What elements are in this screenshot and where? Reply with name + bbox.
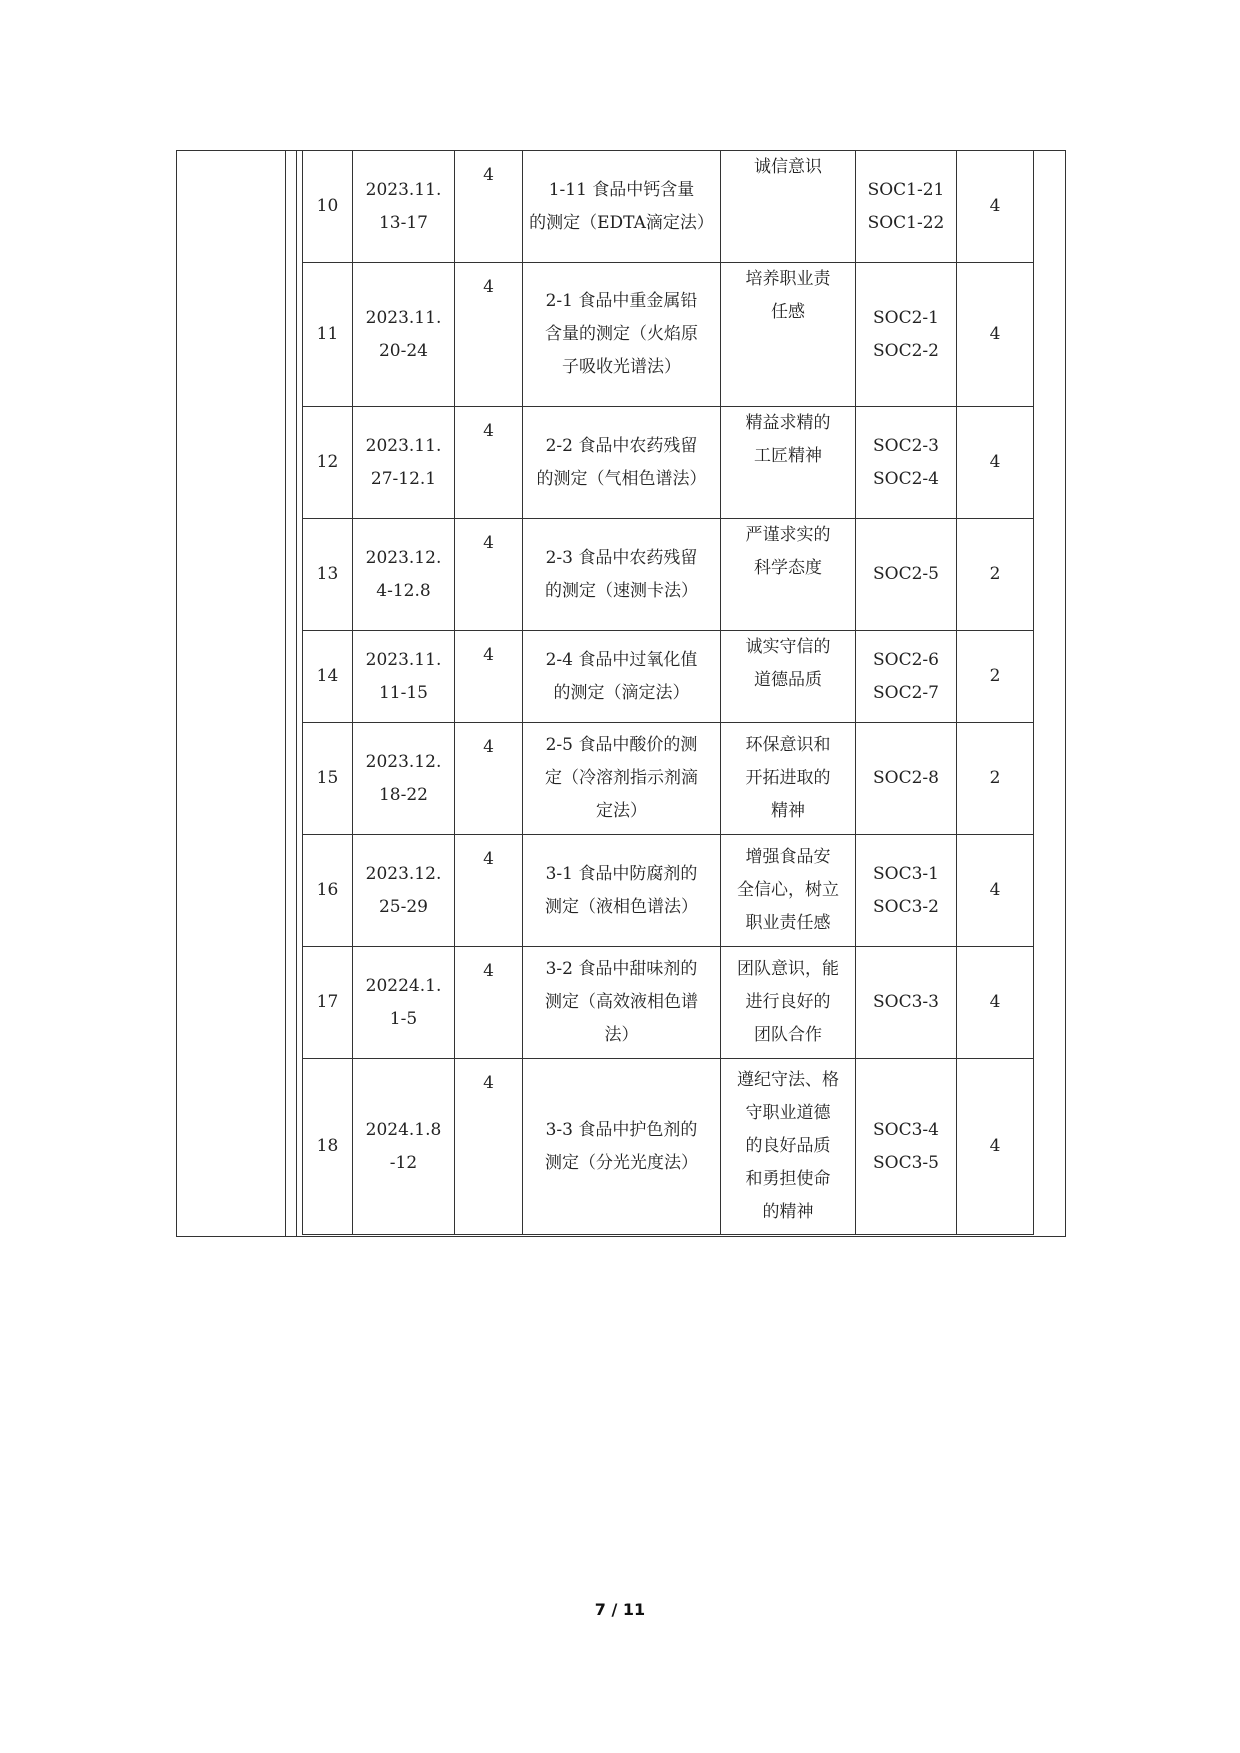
date-cell-line: -12 — [389, 1152, 418, 1173]
credit-cell: 4 — [957, 947, 1034, 1059]
values-cell-line: 培养职业责 — [745, 269, 831, 289]
table-row — [303, 1059, 1034, 1235]
hours-cell: 4 — [455, 1059, 523, 1235]
values-cell — [721, 1059, 856, 1235]
hours-cell: 4 — [455, 723, 523, 835]
objectives-cell — [856, 947, 957, 1059]
values-cell-line: 的精神 — [762, 1202, 814, 1222]
objectives-cell-line: SOC1-21 — [867, 179, 945, 200]
project-cell-line: 定（冷溶剂指示剂滴 — [545, 768, 698, 788]
project-cell-line: 的测定（气相色谱法） — [536, 468, 707, 489]
objectives-cell-line: SOC3-4 — [873, 1119, 939, 1140]
table-row — [303, 631, 1034, 723]
project-cell-line: 1-11 食品中钙含量 — [548, 179, 695, 200]
objectives-cell — [856, 723, 957, 835]
hours-cell: 4 — [455, 835, 523, 947]
outer-right-border — [1065, 150, 1066, 1236]
project-cell-line: 2-5 食品中酸价的测 — [545, 735, 698, 755]
project-cell-line: 2-3 食品中农药残留 — [545, 547, 698, 568]
project-cell-line: 2-2 食品中农药残留 — [545, 435, 698, 456]
hours-cell: 4 — [455, 407, 523, 519]
values-cell-line: 遵纪守法、格 — [737, 1070, 839, 1090]
values-cell-line: 任感 — [771, 302, 805, 322]
date-cell — [353, 947, 455, 1059]
values-cell — [721, 519, 856, 631]
date-cell — [353, 835, 455, 947]
objectives-cell-line: SOC2-3 — [873, 435, 939, 456]
project-cell-line: 3-3 食品中护色剂的 — [545, 1119, 698, 1140]
objectives-cell — [856, 631, 957, 723]
date-cell-line: 2023.11. — [365, 179, 442, 200]
project-cell-line: 的测定（EDTA滴定法） — [529, 212, 714, 233]
week-cell: 12 — [303, 407, 353, 519]
week-cell: 17 — [303, 947, 353, 1059]
table-row — [303, 263, 1034, 407]
credit-cell: 4 — [957, 263, 1034, 407]
values-cell-line: 守职业道德 — [745, 1103, 831, 1123]
outer-bottom-border — [176, 1236, 1066, 1237]
week-cell: 11 — [303, 263, 353, 407]
values-cell — [721, 947, 856, 1059]
project-cell-line: 子吸收光谱法） — [562, 357, 681, 377]
table-row — [303, 151, 1034, 263]
values-cell-line: 诚信意识 — [754, 157, 822, 177]
credit-cell: 4 — [957, 1059, 1034, 1235]
inner-left-border — [296, 150, 297, 1236]
hours-cell: 4 — [455, 947, 523, 1059]
values-cell-line: 工匠精神 — [754, 446, 822, 466]
values-cell-line: 精益求精的 — [745, 413, 831, 433]
objectives-cell — [856, 1059, 957, 1235]
values-cell-line: 团队合作 — [754, 1025, 822, 1045]
project-cell — [523, 835, 721, 947]
table-row — [303, 519, 1034, 631]
values-cell — [721, 151, 856, 263]
project-cell-line: 的测定（速测卡法） — [545, 580, 698, 601]
date-cell-line: 18-22 — [378, 784, 428, 805]
values-cell — [721, 723, 856, 835]
project-cell — [523, 151, 721, 263]
project-cell-line: 法） — [604, 1025, 639, 1045]
credit-cell: 2 — [957, 723, 1034, 835]
objectives-cell-line: SOC2-6 — [873, 649, 939, 670]
date-cell — [353, 723, 455, 835]
project-cell-line: 2-4 食品中过氧化值 — [545, 649, 698, 670]
objectives-cell-line: SOC3-2 — [873, 896, 939, 917]
credit-cell: 4 — [957, 151, 1034, 263]
project-cell-line: 定法） — [596, 801, 647, 821]
date-cell-line: 4-12.8 — [376, 580, 431, 601]
values-cell-line: 环保意识和 — [745, 735, 831, 755]
project-cell — [523, 263, 721, 407]
date-cell-line: 27-12.1 — [370, 468, 437, 489]
values-cell-line: 开拓进取的 — [745, 768, 831, 788]
objectives-cell-line: SOC1-22 — [867, 212, 945, 233]
values-cell-line: 增强食品安 — [745, 847, 831, 867]
project-cell — [523, 723, 721, 835]
values-cell-line: 全信心，树立 — [737, 880, 839, 900]
objectives-cell — [856, 263, 957, 407]
project-cell-line: 3-2 食品中甜味剂的 — [545, 959, 698, 979]
date-cell-line: 25-29 — [378, 896, 428, 917]
date-cell-line: 2023.12. — [365, 547, 442, 568]
values-cell-line: 团队意识，能 — [737, 959, 839, 979]
schedule-table — [302, 150, 1034, 1235]
date-cell-line: 2023.12. — [365, 863, 442, 884]
values-cell-line: 的良好品质 — [745, 1136, 831, 1156]
objectives-cell-line: SOC2-2 — [873, 340, 939, 361]
objectives-cell — [856, 519, 957, 631]
credit-cell: 2 — [957, 631, 1034, 723]
values-cell-line: 进行良好的 — [745, 992, 831, 1012]
values-cell-line: 严谨求实的 — [745, 525, 831, 545]
credit-cell: 4 — [957, 835, 1034, 947]
table-row — [303, 947, 1034, 1059]
date-cell — [353, 263, 455, 407]
table-row — [303, 407, 1034, 519]
values-cell-line: 道德品质 — [754, 670, 822, 690]
project-cell-line: 3-1 食品中防腐剂的 — [545, 863, 698, 884]
objectives-cell-line: SOC2-1 — [873, 307, 939, 328]
project-cell — [523, 407, 721, 519]
values-cell-line: 科学态度 — [754, 558, 822, 578]
values-cell — [721, 407, 856, 519]
objectives-cell-line: SOC2-8 — [873, 768, 939, 788]
outer-col-divider — [285, 150, 286, 1236]
date-cell — [353, 407, 455, 519]
hours-cell: 4 — [455, 631, 523, 723]
date-cell-line: 20224.1. — [365, 975, 442, 996]
week-cell: 18 — [303, 1059, 353, 1235]
date-cell-line: 11-15 — [378, 682, 428, 703]
project-cell — [523, 1059, 721, 1235]
objectives-cell — [856, 151, 957, 263]
hours-cell: 4 — [455, 263, 523, 407]
hours-cell: 4 — [455, 151, 523, 263]
date-cell-line: 1-5 — [389, 1008, 418, 1029]
project-cell-line: 的测定（滴定法） — [553, 682, 690, 703]
week-cell: 10 — [303, 151, 353, 263]
objectives-cell-line: SOC3-5 — [873, 1152, 939, 1173]
project-cell-line: 2-1 食品中重金属铅 — [545, 291, 698, 311]
values-cell — [721, 631, 856, 723]
project-cell — [523, 519, 721, 631]
date-cell-line: 2023.11. — [365, 435, 442, 456]
date-cell — [353, 151, 455, 263]
project-cell-line: 含量的测定（火焰原 — [545, 324, 698, 344]
objectives-cell-line: SOC2-5 — [873, 564, 939, 584]
week-cell: 13 — [303, 519, 353, 631]
credit-cell: 4 — [957, 407, 1034, 519]
table-row — [303, 835, 1034, 947]
objectives-cell — [856, 407, 957, 519]
credit-cell: 2 — [957, 519, 1034, 631]
project-cell-line: 测定（分光光度法） — [545, 1152, 698, 1173]
date-cell-line: 2023.12. — [365, 751, 442, 772]
values-cell-line: 职业责任感 — [745, 913, 831, 933]
project-cell-line: 测定（高效液相色谱 — [545, 992, 698, 1012]
date-cell-line: 2023.11. — [365, 649, 442, 670]
date-cell-line: 2023.11. — [365, 307, 442, 328]
week-cell: 16 — [303, 835, 353, 947]
objectives-cell-line: SOC2-7 — [873, 682, 939, 703]
project-cell-line: 测定（液相色谱法） — [545, 896, 698, 917]
values-cell — [721, 263, 856, 407]
objectives-cell-line: SOC3-3 — [873, 992, 939, 1012]
values-cell-line: 精神 — [771, 801, 805, 821]
hours-cell: 4 — [455, 519, 523, 631]
date-cell-line: 13-17 — [378, 212, 428, 233]
project-cell — [523, 631, 721, 723]
values-cell-line: 诚实守信的 — [745, 637, 831, 657]
outer-left-border — [176, 150, 177, 1236]
date-cell-line: 2024.1.8 — [365, 1119, 442, 1140]
date-cell — [353, 1059, 455, 1235]
date-cell-line: 20-24 — [378, 340, 428, 361]
project-cell — [523, 947, 721, 1059]
objectives-cell — [856, 835, 957, 947]
page-number: 7 / 11 — [594, 1600, 646, 1619]
values-cell — [721, 835, 856, 947]
date-cell — [353, 519, 455, 631]
values-cell-line: 和勇担使命 — [745, 1169, 831, 1189]
week-cell: 15 — [303, 723, 353, 835]
objectives-cell-line: SOC3-1 — [873, 863, 939, 884]
objectives-cell-line: SOC2-4 — [873, 468, 939, 489]
week-cell: 14 — [303, 631, 353, 723]
date-cell — [353, 631, 455, 723]
table-row — [303, 723, 1034, 835]
